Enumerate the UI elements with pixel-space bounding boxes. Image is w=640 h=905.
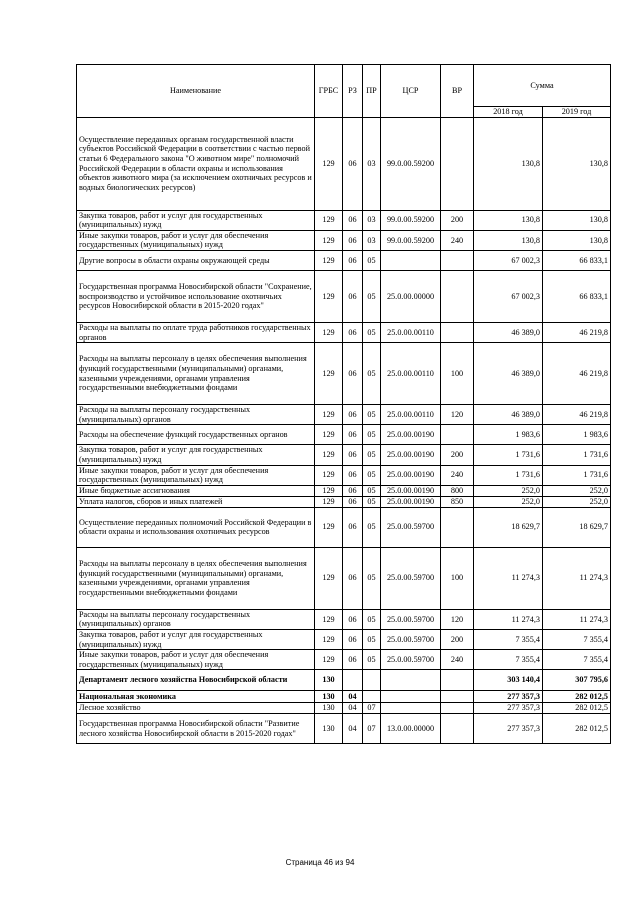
header-year-2018: 2018 год [474, 107, 543, 118]
cell-csr [381, 670, 441, 691]
cell-y2018: 11 274,3 [474, 547, 543, 609]
header-csr: ЦСР [381, 65, 441, 118]
cell-y2018: 1 983,6 [474, 425, 543, 445]
cell-pr: 07 [363, 714, 381, 744]
cell-vr [441, 670, 474, 691]
table-row [77, 714, 611, 744]
header-year-2019: 2019 год [543, 107, 611, 118]
cell-csr: 99.0.00.59200 [381, 117, 441, 210]
cell-vr: 200 [441, 445, 474, 465]
cell-y2019: 18 629,7 [543, 507, 611, 547]
cell-vr [441, 691, 474, 703]
cell-y2019: 282 012,5 [543, 714, 611, 744]
cell-name: Государственная программа Новосибирской области "Сохранение, воспроизводство и устойчивое использование охотничьих ресурсов Новосибирской области в 2015-2020 годах" [77, 270, 315, 322]
cell-rz: 04 [343, 691, 363, 703]
table-row [77, 609, 611, 629]
cell-vr [441, 270, 474, 322]
cell-pr: 05 [363, 322, 381, 342]
cell-vr [441, 507, 474, 547]
cell-name: Осуществление переданных полномочий Российской Федерации в области охраны и использования охотничьих ресурсов [77, 507, 315, 547]
cell-y2018: 46 389,0 [474, 405, 543, 425]
cell-vr [441, 714, 474, 744]
cell-pr: 03 [363, 210, 381, 230]
cell-grbs: 129 [315, 629, 343, 649]
cell-name: Лесное хозяйство [77, 703, 315, 714]
cell-y2019: 46 219,8 [543, 405, 611, 425]
cell-vr: 800 [441, 485, 474, 496]
cell-grbs: 129 [315, 405, 343, 425]
cell-vr [441, 322, 474, 342]
cell-vr: 100 [441, 343, 474, 405]
cell-vr [441, 117, 474, 210]
cell-csr: 25.0.00.00110 [381, 343, 441, 405]
cell-rz: 06 [343, 405, 363, 425]
cell-y2018: 130,8 [474, 117, 543, 210]
table-row [77, 230, 611, 250]
cell-csr: 25.0.00.00190 [381, 445, 441, 465]
table-row [77, 270, 611, 322]
cell-rz: 06 [343, 425, 363, 445]
table-row [77, 405, 611, 425]
cell-grbs: 130 [315, 714, 343, 744]
cell-y2019: 130,8 [543, 210, 611, 230]
cell-vr: 200 [441, 210, 474, 230]
cell-y2018: 18 629,7 [474, 507, 543, 547]
cell-y2018: 277 357,3 [474, 703, 543, 714]
cell-name: Департамент лесного хозяйства Новосибирской области [77, 670, 315, 691]
cell-csr: 99.0.00.59200 [381, 210, 441, 230]
cell-y2019: 66 833,1 [543, 270, 611, 322]
cell-pr: 05 [363, 547, 381, 609]
table-row [77, 496, 611, 507]
cell-name: Иные закупки товаров, работ и услуг для обеспечения государственных (муниципальных) нужд [77, 230, 315, 250]
table-row [77, 670, 611, 691]
cell-y2018: 130,8 [474, 230, 543, 250]
cell-grbs: 130 [315, 703, 343, 714]
cell-name: Расходы на обеспечение функций государственных органов [77, 425, 315, 445]
cell-name: Национальная экономика [77, 691, 315, 703]
cell-pr: 05 [363, 425, 381, 445]
cell-csr [381, 703, 441, 714]
cell-rz: 06 [343, 117, 363, 210]
cell-rz [343, 670, 363, 691]
cell-csr: 25.0.00.00190 [381, 496, 441, 507]
cell-rz: 06 [343, 210, 363, 230]
header-sum: Сумма [474, 65, 611, 107]
table-row [77, 117, 611, 210]
cell-csr: 25.0.00.00190 [381, 465, 441, 485]
cell-rz: 06 [343, 270, 363, 322]
cell-y2019: 1 731,6 [543, 465, 611, 485]
table-row [77, 629, 611, 649]
cell-pr: 05 [363, 343, 381, 405]
table-body [77, 117, 611, 744]
cell-csr: 25.0.00.00110 [381, 322, 441, 342]
cell-y2019: 11 274,3 [543, 547, 611, 609]
cell-rz: 06 [343, 445, 363, 465]
cell-grbs: 130 [315, 691, 343, 703]
cell-y2018: 303 140,4 [474, 670, 543, 691]
cell-y2018: 277 357,3 [474, 691, 543, 703]
cell-grbs: 129 [315, 650, 343, 670]
cell-grbs: 129 [315, 343, 343, 405]
table-row [77, 210, 611, 230]
cell-grbs: 130 [315, 670, 343, 691]
cell-name: Осуществление переданных органам государственной власти субъектов Российской Федерации в соответствии с частью первой статьи 6 Федерального закона "О животном мире" полномочий Российской Федерации в области охраны и использования объектов животного мира (за исключением охотничьих ресурсов и водных биологических ресурсов) [77, 117, 315, 210]
table-row [77, 691, 611, 703]
table-row [77, 703, 611, 714]
cell-rz: 06 [343, 496, 363, 507]
header-rz: РЗ [343, 65, 363, 118]
cell-pr: 05 [363, 405, 381, 425]
cell-y2018: 11 274,3 [474, 609, 543, 629]
cell-name: Иные закупки товаров, работ и услуг для обеспечения государственных (муниципальных) нужд [77, 650, 315, 670]
cell-rz: 06 [343, 547, 363, 609]
cell-vr: 240 [441, 465, 474, 485]
cell-csr [381, 691, 441, 703]
cell-grbs: 129 [315, 425, 343, 445]
cell-y2019: 282 012,5 [543, 703, 611, 714]
table-row [77, 343, 611, 405]
cell-name: Расходы на выплаты персоналу в целях обеспечения выполнения функций государственными (муниципальными) органами, казенными учреждениями, органами управления государственными внебюджетными фондами [77, 343, 315, 405]
cell-name: Уплата налогов, сборов и иных платежей [77, 496, 315, 507]
header-row [77, 65, 611, 107]
cell-name: Другие вопросы в области охраны окружающей среды [77, 250, 315, 270]
table-row [77, 507, 611, 547]
cell-rz: 04 [343, 714, 363, 744]
cell-vr: 240 [441, 650, 474, 670]
cell-grbs: 129 [315, 210, 343, 230]
cell-name: Иные закупки товаров, работ и услуг для обеспечения государственных (муниципальных) нужд [77, 465, 315, 485]
cell-y2019: 252,0 [543, 485, 611, 496]
budget-table [76, 64, 611, 744]
cell-csr: 25.0.00.00190 [381, 425, 441, 445]
cell-pr: 05 [363, 629, 381, 649]
cell-grbs: 129 [315, 117, 343, 210]
cell-name: Иные бюджетные ассигнования [77, 485, 315, 496]
cell-csr: 25.0.00.59700 [381, 629, 441, 649]
cell-vr: 120 [441, 405, 474, 425]
cell-csr: 25.0.00.00190 [381, 485, 441, 496]
cell-name: Государственная программа Новосибирской области "Развитие лесного хозяйства Новосибирской области в 2015-2020 годах" [77, 714, 315, 744]
cell-y2019: 66 833,1 [543, 250, 611, 270]
cell-rz: 06 [343, 465, 363, 485]
cell-grbs: 129 [315, 322, 343, 342]
cell-vr [441, 250, 474, 270]
cell-pr: 07 [363, 703, 381, 714]
cell-vr: 850 [441, 496, 474, 507]
cell-y2018: 7 355,4 [474, 650, 543, 670]
cell-y2018: 252,0 [474, 496, 543, 507]
cell-grbs: 129 [315, 485, 343, 496]
cell-y2019: 46 219,8 [543, 322, 611, 342]
cell-vr: 200 [441, 629, 474, 649]
cell-vr: 120 [441, 609, 474, 629]
cell-pr: 05 [363, 250, 381, 270]
cell-grbs: 129 [315, 230, 343, 250]
cell-pr: 05 [363, 465, 381, 485]
table-row [77, 485, 611, 496]
cell-pr: 03 [363, 230, 381, 250]
cell-csr: 25.0.00.00110 [381, 405, 441, 425]
table-row [77, 465, 611, 485]
cell-csr [381, 250, 441, 270]
cell-pr [363, 670, 381, 691]
cell-y2019: 130,8 [543, 230, 611, 250]
cell-y2018: 67 002,3 [474, 250, 543, 270]
cell-y2019: 7 355,4 [543, 629, 611, 649]
cell-y2019: 130,8 [543, 117, 611, 210]
cell-rz: 04 [343, 703, 363, 714]
cell-grbs: 129 [315, 609, 343, 629]
cell-rz: 06 [343, 609, 363, 629]
cell-rz: 06 [343, 629, 363, 649]
cell-pr: 05 [363, 609, 381, 629]
header-grbs: ГРБС [315, 65, 343, 118]
cell-y2019: 7 355,4 [543, 650, 611, 670]
header-name: Наименование [77, 65, 315, 118]
cell-y2019: 252,0 [543, 496, 611, 507]
cell-y2018: 252,0 [474, 485, 543, 496]
cell-grbs: 129 [315, 250, 343, 270]
cell-csr: 25.0.00.59700 [381, 547, 441, 609]
cell-grbs: 129 [315, 445, 343, 465]
cell-pr: 03 [363, 117, 381, 210]
cell-rz: 06 [343, 343, 363, 405]
table-row [77, 250, 611, 270]
cell-grbs: 129 [315, 270, 343, 322]
cell-y2018: 1 731,6 [474, 445, 543, 465]
cell-pr: 05 [363, 507, 381, 547]
cell-y2019: 11 274,3 [543, 609, 611, 629]
cell-pr: 05 [363, 496, 381, 507]
cell-y2019: 1 731,6 [543, 445, 611, 465]
cell-pr [363, 691, 381, 703]
cell-rz: 06 [343, 230, 363, 250]
cell-csr: 13.0.00.00000 [381, 714, 441, 744]
cell-name: Закупка товаров, работ и услуг для государственных (муниципальных) нужд [77, 210, 315, 230]
cell-y2019: 282 012,5 [543, 691, 611, 703]
table-row [77, 547, 611, 609]
cell-csr: 25.0.00.59700 [381, 507, 441, 547]
table-row [77, 425, 611, 445]
cell-name: Закупка товаров, работ и услуг для государственных (муниципальных) нужд [77, 445, 315, 465]
cell-name: Закупка товаров, работ и услуг для государственных (муниципальных) нужд [77, 629, 315, 649]
cell-y2018: 46 389,0 [474, 322, 543, 342]
cell-rz: 06 [343, 322, 363, 342]
page-number: Страница 46 из 94 [285, 858, 355, 867]
cell-grbs: 129 [315, 496, 343, 507]
cell-pr: 05 [363, 485, 381, 496]
cell-y2018: 7 355,4 [474, 629, 543, 649]
cell-pr: 05 [363, 650, 381, 670]
cell-name: Расходы на выплаты персоналу государственных (муниципальных) органов [77, 405, 315, 425]
cell-csr: 99.0.00.59200 [381, 230, 441, 250]
table-row [77, 650, 611, 670]
header-vr: ВР [441, 65, 474, 118]
cell-csr: 25.0.00.00000 [381, 270, 441, 322]
cell-grbs: 129 [315, 507, 343, 547]
cell-vr [441, 425, 474, 445]
cell-y2019: 307 795,6 [543, 670, 611, 691]
cell-name: Расходы на выплаты по оплате труда работников государственных органов [77, 322, 315, 342]
cell-pr: 05 [363, 445, 381, 465]
cell-y2018: 130,8 [474, 210, 543, 230]
cell-vr: 240 [441, 230, 474, 250]
cell-y2018: 277 357,3 [474, 714, 543, 744]
cell-vr: 100 [441, 547, 474, 609]
cell-grbs: 129 [315, 465, 343, 485]
cell-grbs: 129 [315, 547, 343, 609]
table-row [77, 445, 611, 465]
cell-vr [441, 703, 474, 714]
cell-name: Расходы на выплаты персоналу государственных (муниципальных) органов [77, 609, 315, 629]
header-pr: ПР [363, 65, 381, 118]
cell-rz: 06 [343, 507, 363, 547]
cell-name: Расходы на выплаты персоналу в целях обеспечения выполнения функций государственными (муниципальными) органами, казенными учреждениями, органами управления государственными внебюджетными фондами [77, 547, 315, 609]
cell-pr: 05 [363, 270, 381, 322]
cell-rz: 06 [343, 485, 363, 496]
cell-y2018: 46 389,0 [474, 343, 543, 405]
cell-rz: 06 [343, 650, 363, 670]
cell-csr: 25.0.00.59700 [381, 609, 441, 629]
cell-y2019: 46 219,8 [543, 343, 611, 405]
cell-csr: 25.0.00.59700 [381, 650, 441, 670]
cell-rz: 06 [343, 250, 363, 270]
cell-y2018: 67 002,3 [474, 270, 543, 322]
table-row [77, 322, 611, 342]
cell-y2018: 1 731,6 [474, 465, 543, 485]
cell-y2019: 1 983,6 [543, 425, 611, 445]
